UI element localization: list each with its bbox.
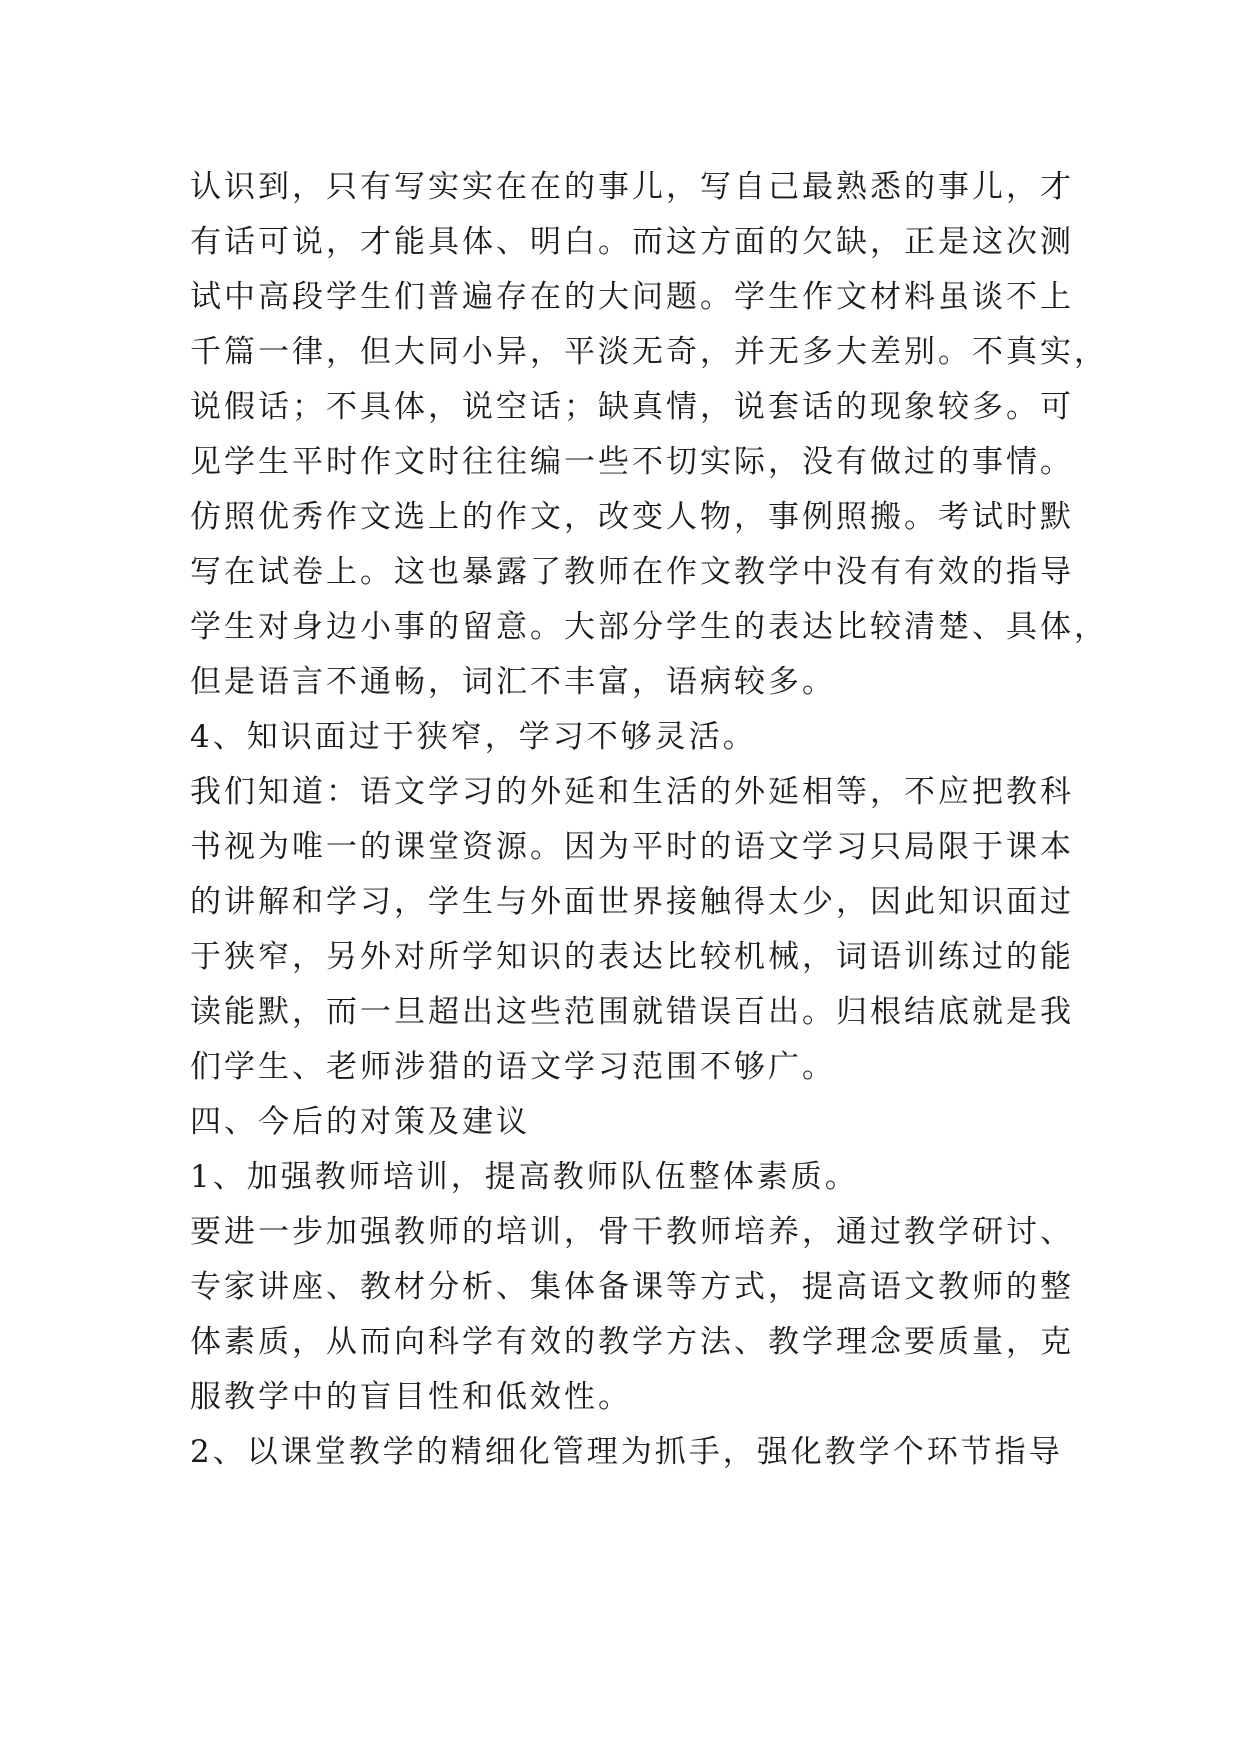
- document-body: [190, 160, 1108, 1480]
- text-line: 试中高段学生们普遍存在的大问题。学生作文材料虽谈不上: [190, 279, 1074, 315]
- text-line: 书视为唯一的课堂资源。因为平时的语文学习只局限于课本: [190, 829, 1074, 865]
- section-heading: 1、加强教师培训，提高教师队伍整体素质。: [190, 1159, 859, 1195]
- section-heading: 四、今后的对策及建议: [190, 1104, 530, 1140]
- text-line: 专家讲座、教材分析、集体备课等方式，提高语文教师的整: [190, 1269, 1074, 1305]
- text-line: 有话可说，才能具体、明白。而这方面的欠缺，正是这次测: [190, 224, 1074, 260]
- section-heading: 4、知识面过于狭窄，学习不够灵活。: [190, 719, 757, 755]
- text-line: 们学生、老师涉猎的语文学习范围不够广。: [190, 1049, 836, 1085]
- text-line: 我们知道：语文学习的外延和生活的外延相等，不应把教科: [190, 774, 1074, 810]
- text-line: 见学生平时作文时往往编一些不切实际，没有做过的事情。: [190, 444, 1074, 480]
- text-line: 的讲解和学习，学生与外面世界接触得太少，因此知识面过: [190, 884, 1074, 920]
- text-line: 读能默，而一旦超出这些范围就错误百出。归根结底就是我: [190, 994, 1074, 1030]
- text-line: 体素质，从而向科学有效的教学方法、教学理念要质量，克: [190, 1324, 1074, 1360]
- text-line: 要进一步加强教师的培训，骨干教师培养，通过教学研讨、: [190, 1214, 1074, 1250]
- text-line: 认识到，只有写实实在在的事儿，写自己最熟悉的事儿，才: [190, 169, 1074, 205]
- text-line: 学生对身边小事的留意。大部分学生的表达比较清楚、具体，: [190, 609, 1108, 645]
- text-line: 千篇一律，但大同小异，平淡无奇，并无多大差别。不真实，: [190, 334, 1108, 370]
- text-line: 但是语言不通畅，词汇不丰富，语病较多。: [190, 664, 836, 700]
- text-line: 说假话；不具体，说空话；缺真情，说套话的现象较多。可: [190, 389, 1074, 425]
- section-heading: 2、以课堂教学的精细化管理为抓手，强化教学个环节指导: [190, 1434, 1063, 1470]
- text-line: 写在试卷上。这也暴露了教师在作文教学中没有有效的指导: [190, 554, 1074, 590]
- text-line: 仿照优秀作文选上的作文，改变人物，事例照搬。考试时默: [190, 499, 1074, 535]
- text-line: 于狭窄，另外对所学知识的表达比较机械，词语训练过的能: [190, 939, 1074, 975]
- text-line: 服教学中的盲目性和低效性。: [190, 1379, 632, 1415]
